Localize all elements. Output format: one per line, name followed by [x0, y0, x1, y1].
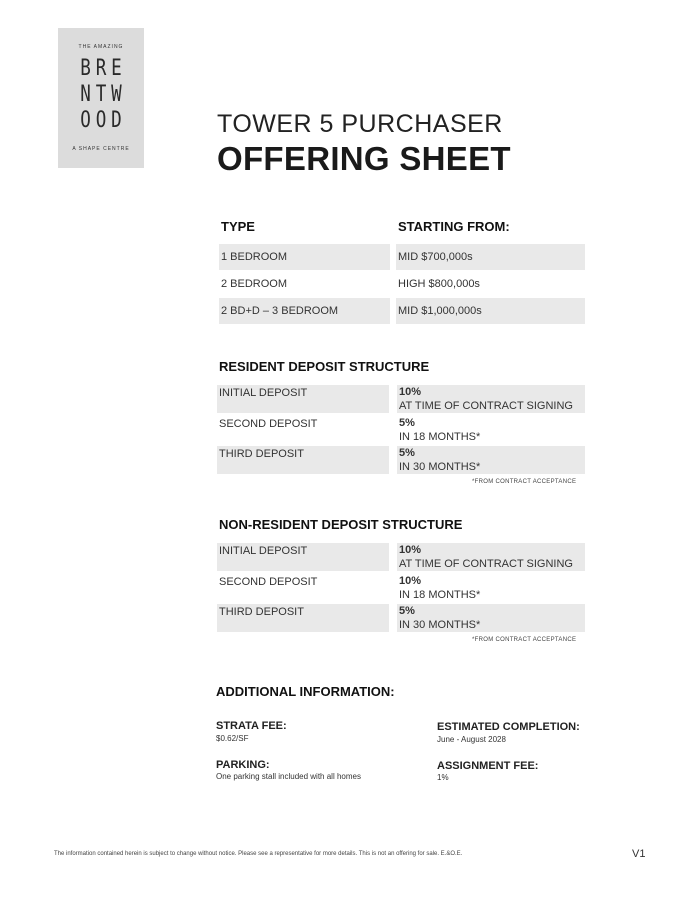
resident-deposit-heading: RESIDENT DEPOSIT STRUCTURE	[219, 359, 430, 374]
pricing-row	[219, 298, 585, 324]
brentwood-logo	[58, 28, 144, 168]
deposit-timing: AT TIME OF CONTRACT SIGNING	[399, 558, 573, 570]
deposit-terms	[397, 604, 585, 632]
nonresident-deposit-heading: NON-RESIDENT DEPOSIT STRUCTURE	[219, 517, 463, 532]
estimated-completion-label: ESTIMATED COMPLETION:	[437, 721, 580, 733]
unit-type: 2 BD+D – 3 BEDROOM	[219, 298, 390, 324]
deposit-label: INITIAL DEPOSIT	[217, 543, 389, 571]
starting-from-column-header: STARTING FROM:	[398, 219, 510, 234]
pricing-row	[219, 271, 585, 297]
parking-label: PARKING:	[216, 759, 270, 771]
unit-price: MID $1,000,000s	[396, 298, 585, 324]
legal-disclaimer: The information contained herein is subject to change without notice. Please see a representative for more details. This is not an offering for sale. E.&O.E.	[54, 851, 463, 857]
logo-row-1: BRE	[80, 56, 127, 81]
deposit-label: SECOND DEPOSIT	[219, 418, 318, 430]
page-subtitle: TOWER 5 PURCHASER	[217, 110, 503, 138]
parking-value: One parking stall included with all homes	[216, 772, 361, 781]
deposit-timing: IN 30 MONTHS*	[399, 461, 481, 473]
strata-fee-value: $0.62/SF	[216, 734, 249, 743]
unit-type: 1 BEDROOM	[219, 244, 390, 270]
unit-price: MID $700,000s	[396, 244, 585, 270]
deposit-timing: AT TIME OF CONTRACT SIGNING	[399, 400, 573, 412]
estimated-completion-value: June - August 2028	[437, 735, 506, 744]
deposit-terms	[397, 446, 585, 474]
version-label: V1	[632, 848, 646, 860]
logo-tagline-bottom: A SHAPE CENTRE	[72, 146, 130, 152]
deposit-percent: 10%	[399, 575, 422, 587]
logo-tagline-top: THE AMAZING	[78, 44, 124, 50]
deposit-terms	[397, 385, 585, 413]
logo-wordmark	[58, 56, 144, 134]
deposit-label: THIRD DEPOSIT	[217, 604, 389, 632]
strata-fee-label: STRATA FEE:	[216, 720, 287, 732]
deposit-terms	[397, 574, 585, 602]
logo-row-2: NTW	[80, 82, 127, 107]
deposit-percent: 10%	[399, 386, 422, 398]
type-column-header: TYPE	[221, 219, 255, 234]
deposit-percent: 5%	[399, 605, 415, 617]
assignment-fee-label: ASSIGNMENT FEE:	[437, 760, 539, 772]
pricing-row	[219, 244, 585, 270]
deposit-timing: IN 30 MONTHS*	[399, 619, 481, 631]
deposit-label: SECOND DEPOSIT	[219, 576, 318, 588]
deposit-label: INITIAL DEPOSIT	[217, 385, 389, 413]
deposit-percent: 5%	[399, 447, 415, 459]
deposit-percent: 5%	[399, 417, 415, 429]
deposit-percent: 10%	[399, 544, 422, 556]
unit-type: 2 BEDROOM	[221, 278, 288, 290]
nonresident-footnote: *FROM CONTRACT ACCEPTANCE	[472, 637, 577, 643]
assignment-fee-value: 1%	[437, 773, 449, 782]
unit-price: HIGH $800,000s	[398, 278, 480, 290]
deposit-label: THIRD DEPOSIT	[217, 446, 389, 474]
deposit-terms	[397, 543, 585, 571]
page-title: OFFERING SHEET	[217, 140, 511, 177]
deposit-row	[217, 416, 585, 444]
resident-footnote: *FROM CONTRACT ACCEPTANCE	[472, 479, 577, 485]
deposit-timing: IN 18 MONTHS*	[399, 589, 481, 601]
deposit-row	[217, 604, 585, 632]
deposit-row	[217, 385, 585, 413]
logo-row-3: OOD	[80, 108, 127, 133]
deposit-row	[217, 543, 585, 571]
additional-info-heading: ADDITIONAL INFORMATION:	[216, 684, 395, 699]
deposit-timing: IN 18 MONTHS*	[399, 431, 481, 443]
deposit-row	[217, 446, 585, 474]
deposit-row	[217, 574, 585, 602]
deposit-terms	[397, 416, 585, 444]
